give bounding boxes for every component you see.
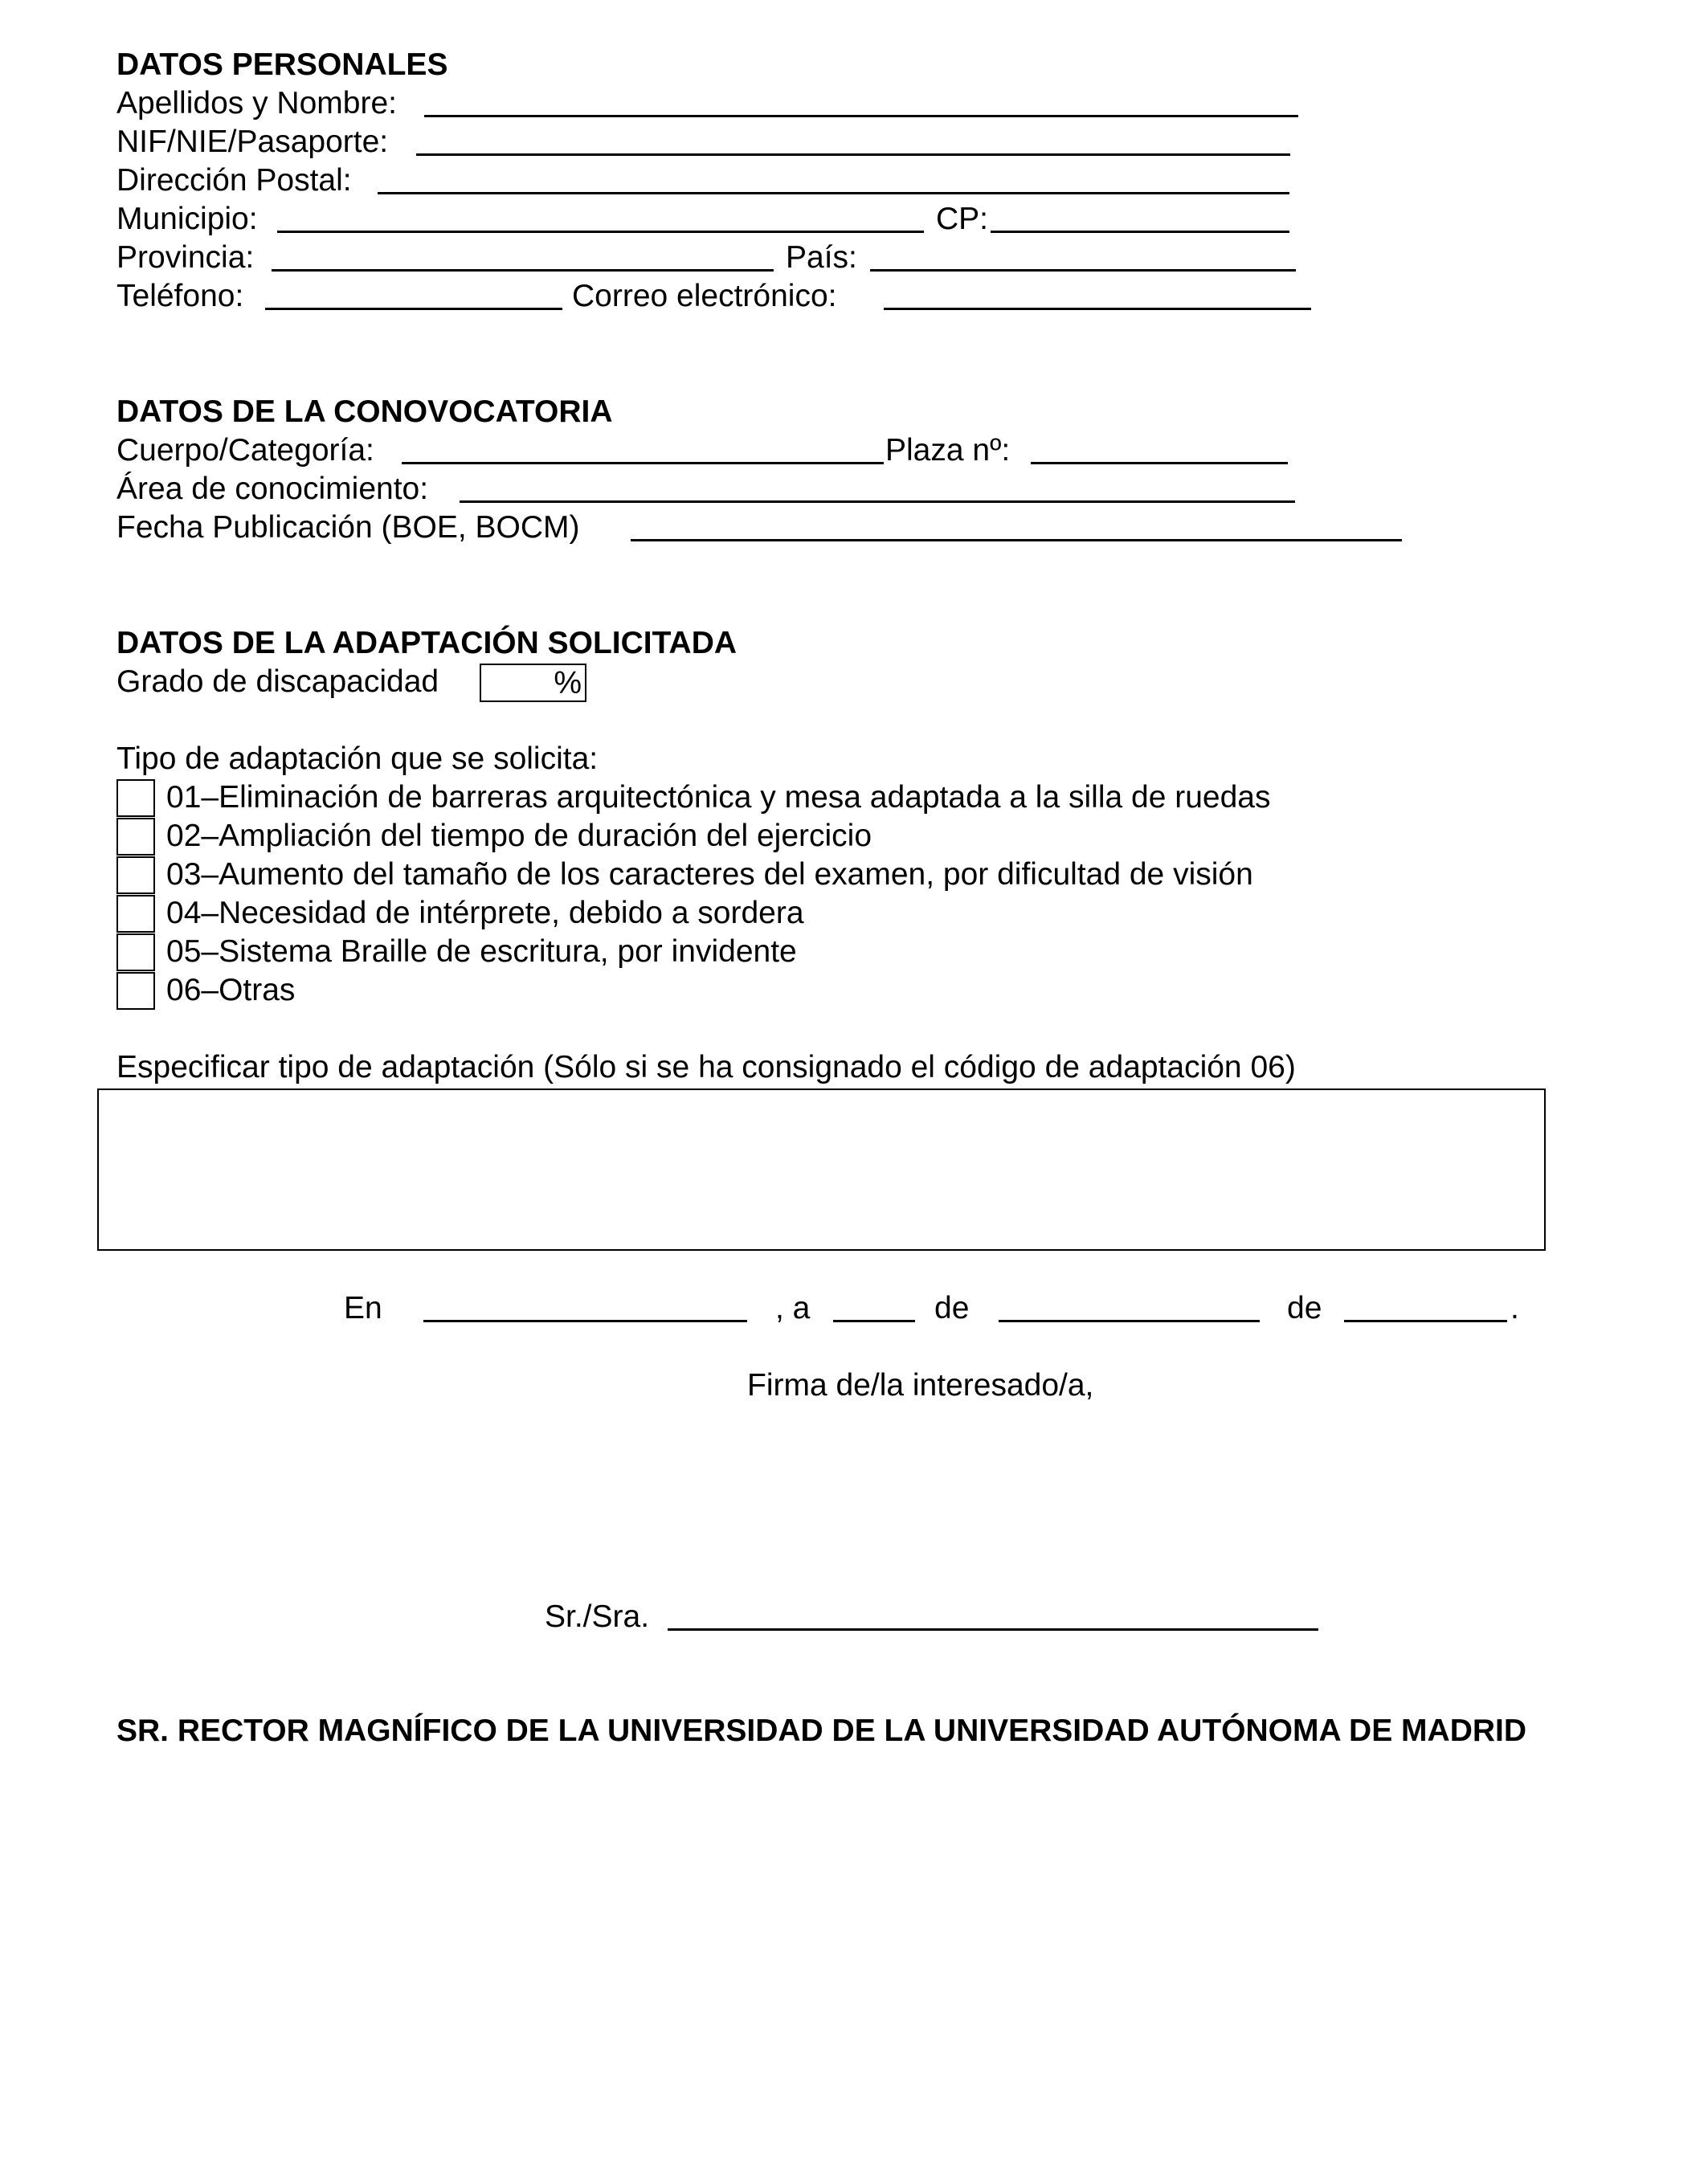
apellidos-label: Apellidos y Nombre:: [116, 86, 397, 120]
lugar-field[interactable]: [423, 1320, 747, 1322]
provincia-field[interactable]: [272, 269, 774, 272]
area-field[interactable]: [460, 500, 1295, 503]
option-label-06: 06–Otras: [166, 973, 296, 1007]
grado-field[interactable]: [480, 664, 586, 702]
especificar-label: Especificar tipo de adaptación (Sólo si se ha consignado el código de adaptación 06): [116, 1050, 1296, 1084]
cp-field[interactable]: [991, 231, 1289, 233]
pais-field[interactable]: [870, 269, 1296, 272]
percent-sign: %: [554, 666, 582, 700]
option-label-05: 05–Sistema Braille de escritura, por invidente: [166, 934, 797, 969]
anio-field[interactable]: [1344, 1320, 1507, 1322]
plaza-field[interactable]: [1031, 462, 1288, 464]
sr-label: Sr./Sra.: [545, 1599, 650, 1634]
especificar-textarea[interactable]: [97, 1088, 1546, 1251]
option-label-03: 03–Aumento del tamaño de los caracteres del examen, por dificultad de visión: [166, 857, 1253, 892]
provincia-label: Provincia:: [116, 240, 255, 275]
telefono-field[interactable]: [265, 308, 562, 310]
option-label-02: 02–Ampliación del tiempo de duración del ejercicio: [166, 819, 872, 853]
section-heading-personales: DATOS PERSONALES: [116, 47, 448, 82]
a-label: , a: [775, 1291, 811, 1325]
correo-field[interactable]: [884, 308, 1311, 310]
pais-label: País:: [786, 240, 857, 275]
direccion-field[interactable]: [378, 192, 1289, 194]
mes-field[interactable]: [999, 1320, 1260, 1322]
municipio-field[interactable]: [277, 231, 924, 233]
cuerpo-field[interactable]: [402, 462, 884, 464]
period: .: [1510, 1291, 1519, 1325]
de1-label: de: [934, 1291, 970, 1325]
direccion-label: Dirección Postal:: [116, 163, 352, 198]
tipo-label: Tipo de adaptación que se solicita:: [116, 741, 599, 776]
option-checkbox-01[interactable]: [116, 779, 155, 817]
section-heading-convocatoria: DATOS DE LA CONOVOCATORIA: [116, 394, 613, 429]
option-checkbox-06[interactable]: [116, 972, 155, 1010]
option-label-04: 04–Necesidad de intérprete, debido a sordera: [166, 896, 804, 930]
dia-field[interactable]: [833, 1320, 915, 1322]
cp-label: CP:: [936, 202, 989, 236]
plaza-label: Plaza nº:: [885, 433, 1011, 468]
rector-addressee: SR. RECTOR MAGNÍFICO DE LA UNIVERSIDAD DE LA UNIVERSIDAD AUTÓNOMA DE MADRID: [116, 1713, 1527, 1748]
option-checkbox-02[interactable]: [116, 818, 155, 856]
option-label-01: 01–Eliminación de barreras arquitectónica y mesa adaptada a la silla de ruedas: [166, 780, 1271, 815]
fecha-field[interactable]: [631, 539, 1402, 541]
de2-label: de: [1287, 1291, 1322, 1325]
nif-field[interactable]: [416, 153, 1290, 156]
fecha-label: Fecha Publicación (BOE, BOCM): [116, 510, 580, 545]
firma-label: Firma de/la interesado/a,: [747, 1368, 1094, 1403]
option-checkbox-05[interactable]: [116, 933, 155, 971]
sr-field[interactable]: [668, 1628, 1318, 1631]
option-checkbox-04[interactable]: [116, 895, 155, 933]
section-heading-adaptacion: DATOS DE LA ADAPTACIÓN SOLICITADA: [116, 626, 738, 660]
municipio-label: Municipio:: [116, 202, 258, 236]
en-label: En: [344, 1291, 382, 1325]
area-label: Área de conocimiento:: [116, 472, 429, 506]
cuerpo-label: Cuerpo/Categoría:: [116, 433, 374, 468]
correo-label: Correo electrónico:: [572, 279, 837, 313]
telefono-label: Teléfono:: [116, 279, 244, 313]
nif-label: NIF/NIE/Pasaporte:: [116, 125, 389, 159]
apellidos-field[interactable]: [424, 115, 1298, 117]
grado-label: Grado de discapacidad: [116, 664, 439, 699]
option-checkbox-03[interactable]: [116, 856, 155, 894]
